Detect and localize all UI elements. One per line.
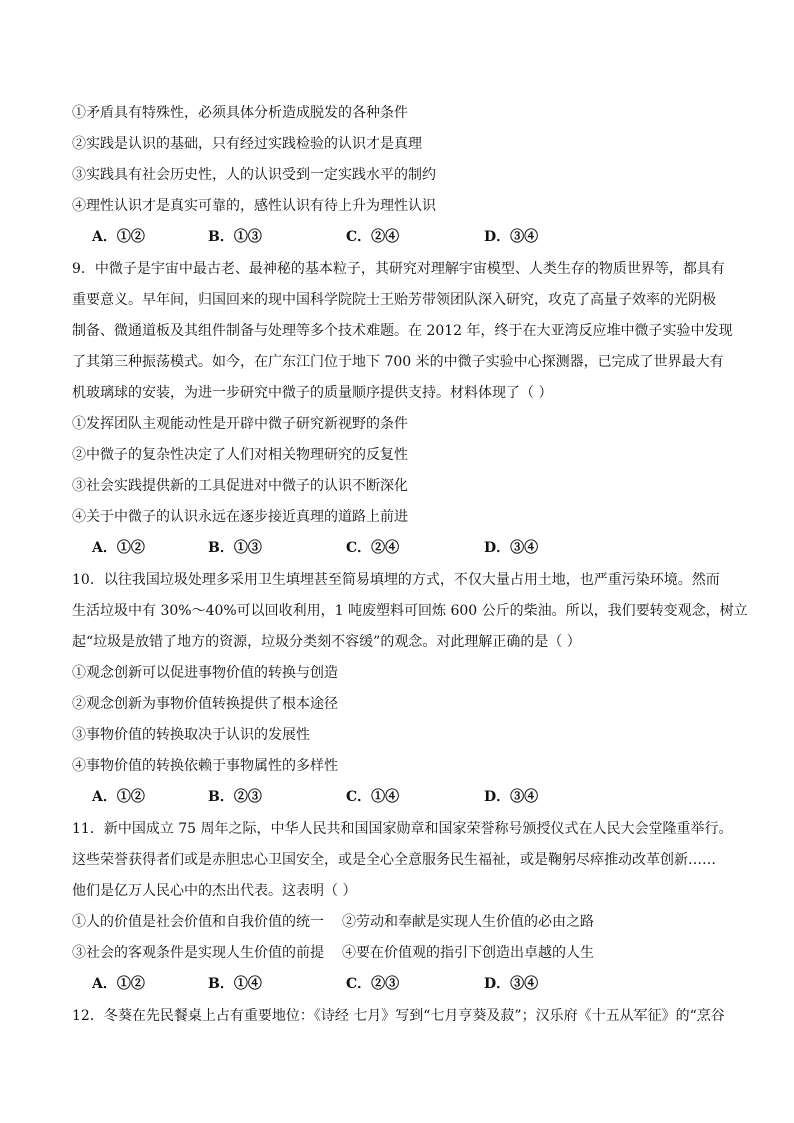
q9-statement-3: ③社会实践提供新的工具促进对中微子的认识不断深化 xyxy=(72,478,408,494)
q11-option-b[interactable]: B．①④ xyxy=(208,976,262,992)
q10-option-c[interactable]: C．①④ xyxy=(346,789,400,805)
q9-statement-2: ②中微子的复杂性决定了人们对相关物理研究的反复性 xyxy=(72,447,408,463)
q8-statement-4: ④理性认识才是真实可靠的，感性认识有待上升为理性认识 xyxy=(72,198,436,214)
q10-options xyxy=(92,788,732,806)
q11-statement-row-1 xyxy=(72,913,594,931)
q8-option-c[interactable]: C．②④ xyxy=(346,229,400,245)
q12-stem-line-1: 12．冬葵在先民餐桌上占有重要地位：《诗经 七月》写到“七月亨葵及菽”；汉乐府《十五从军征》的“烹谷 xyxy=(72,1008,725,1024)
q10-statement-2: ②观念创新为事物价值转换提供了根本途径 xyxy=(72,696,338,712)
q9-options xyxy=(92,539,732,557)
q11-stem-line-1: 11．新中国成立 75 周年之际，中华人民共和国国家勋章和国家荣誉称号颁授仪式在人民大会堂隆重举行。 xyxy=(72,821,733,837)
q10-statement-3: ③事物价值的转换取决于认识的发展性 xyxy=(72,727,310,743)
q10-option-a[interactable]: A．①② xyxy=(92,789,145,805)
q10-option-d[interactable]: D．③④ xyxy=(484,789,539,805)
q11-statement-1: ①人的价值是社会价值和自我价值的统一 xyxy=(72,914,324,930)
q10-statement-4: ④事物价值的转换依赖于事物属性的多样性 xyxy=(72,758,338,774)
q8-option-b[interactable]: B．①③ xyxy=(208,229,262,245)
q11-statement-row-2 xyxy=(72,944,594,962)
q9-option-d[interactable]: D．③④ xyxy=(484,540,539,556)
q11-stem-line-2: 这些荣誉获得者们或是赤胆忠心卫国安全，或是全心全意服务民生福祉，或是鞠躬尽瘁推动改革创新…… xyxy=(72,852,716,868)
q9-stem-line-3: 制备、微通道板及其组件制备与处理等多个技术难题。在 2012 年，终于在大亚湾反应堆中微子实验中发现 xyxy=(72,323,733,339)
q9-option-b[interactable]: B．①③ xyxy=(208,540,262,556)
q8-statement-3: ③实践具有社会历史性，人的认识受到一定实践水平的制约 xyxy=(72,167,436,183)
q8-option-a[interactable]: A．①② xyxy=(92,229,145,245)
q10-stem-line-1: 10．以往我国垃圾处理多采用卫生填埋甚至简易填埋的方式，不仅大量占用土地，也严重污染环境。然而 xyxy=(72,572,720,588)
q10-stem-line-3: 起“垃圾是放错了地方的资源，垃圾分类刻不容缓”的观念。对此理解正确的是（ ） xyxy=(72,634,581,650)
q9-option-c[interactable]: C．②④ xyxy=(346,540,400,556)
q8-options xyxy=(92,228,732,246)
q8-option-d[interactable]: D．③④ xyxy=(484,229,539,245)
q8-statement-2: ②实践是认识的基础，只有经过实践检验的认识才是真理 xyxy=(72,136,422,152)
q11-stem-line-3: 他们是亿万人民心中的杰出代表。这表明（ ） xyxy=(72,883,357,899)
q11-statement-4: ④要在价值观的指引下创造出卓越的人生 xyxy=(342,945,594,961)
q11-option-c[interactable]: C．②③ xyxy=(346,976,400,992)
q10-statement-1: ①观念创新可以促进事物价值的转换与创造 xyxy=(72,665,338,681)
q11-statement-2: ②劳动和奉献是实现人生价值的必由之路 xyxy=(342,914,594,930)
q9-stem-line-1: 9．中微子是宇宙中最古老、最神秘的基本粒子，其研究对理解宇宙模型、人类生存的物质世界等，都具有 xyxy=(72,261,725,277)
q9-statement-1: ①发挥团队主观能动性是开辟中微子研究新视野的条件 xyxy=(72,416,408,432)
q11-options xyxy=(92,975,732,993)
q10-stem-line-2: 生活垃圾中有 30%～40%可以回收利用，1 吨废塑料可回炼 600 公斤的柴油。所以，我们要转变观念，树立 xyxy=(72,603,748,619)
q11-option-a[interactable]: A．①② xyxy=(92,976,145,992)
q11-option-d[interactable]: D．③④ xyxy=(484,976,539,992)
q10-option-b[interactable]: B．②③ xyxy=(208,789,262,805)
q8-statement-1: ①矛盾具有特殊性，必须具体分析造成脱发的各种条件 xyxy=(72,105,408,121)
q9-statement-4: ④关于中微子的认识永远在逐步接近真理的道路上前进 xyxy=(72,509,408,525)
q9-stem-line-2: 重要意义。早年间，归国回来的现中国科学院院士王贻芳带领团队深入研究，攻克了高量子效率的光阴极 xyxy=(72,292,716,308)
q9-stem-line-4: 了其第三种振荡模式。如今，在广东江门位于地下 700 米的中微子实验中心探测器，已完成了世界最大有 xyxy=(72,354,724,370)
q11-statement-3: ③社会的客观条件是实现人生价值的前提 xyxy=(72,945,324,961)
q9-stem-line-5: 机玻璃球的安装，为进一步研究中微子的质量顺序提供支持。材料体现了（ ） xyxy=(72,385,553,401)
q9-option-a[interactable]: A．①② xyxy=(92,540,145,556)
